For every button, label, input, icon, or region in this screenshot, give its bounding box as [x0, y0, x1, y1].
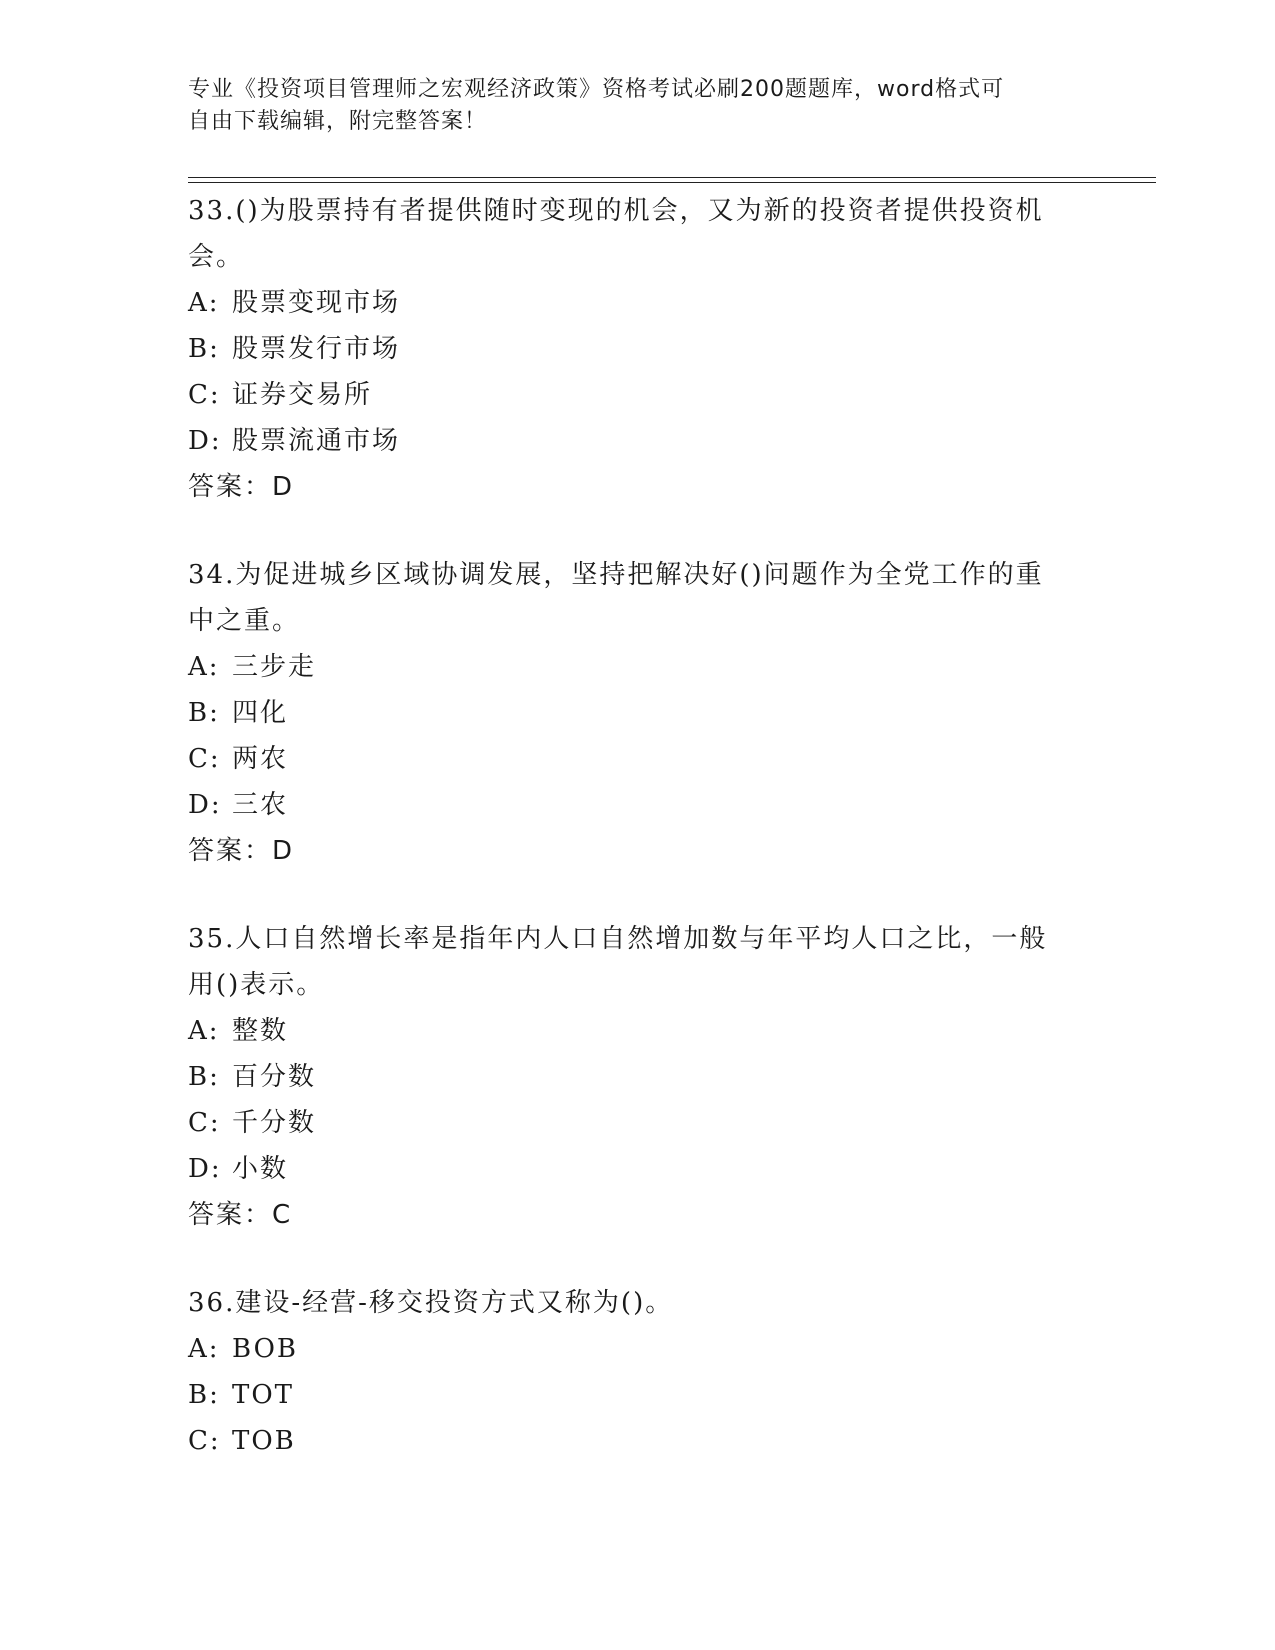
option-c	[188, 736, 1088, 782]
option-text: 整数	[232, 1016, 289, 1046]
question-stem	[188, 916, 1088, 1008]
option-text: 三步走	[232, 652, 317, 682]
question-stem	[188, 188, 1088, 280]
answer-line: 答案：D	[188, 472, 295, 502]
option-text: 股票变现市场	[232, 288, 401, 318]
option-letter: D:	[188, 426, 222, 456]
answer-line: 答案：C	[188, 1200, 293, 1230]
question-stem-line-2: 会。	[188, 242, 245, 272]
question-33	[188, 188, 1088, 510]
question-34	[188, 552, 1088, 874]
option-a	[188, 1326, 1088, 1372]
option-letter: B:	[188, 334, 220, 364]
option-b	[188, 1054, 1088, 1100]
question-stem-line-1: 33.()为股票持有者提供随时变现的机会，又为新的投资者提供投资机	[188, 196, 1044, 226]
option-a	[188, 1008, 1088, 1054]
option-letter: D:	[188, 1154, 222, 1184]
answer-line: 答案：D	[188, 836, 295, 866]
header-line-2: 自由下载编辑，附完整答案！	[188, 109, 488, 134]
option-letter: B:	[188, 1062, 220, 1092]
question-stem	[188, 552, 1088, 644]
question-stem-line-1: 36.建设-经营-移交投资方式又称为()。	[188, 1288, 674, 1318]
question-stem-line-2: 用()表示。	[188, 970, 325, 1000]
header-line-1: 专业《投资项目管理师之宏观经济政策》资格考试必刷200题题库，word格式可	[188, 77, 1005, 102]
option-b	[188, 690, 1088, 736]
option-text: 证券交易所	[232, 380, 373, 410]
option-b	[188, 1372, 1088, 1418]
option-d	[188, 782, 1088, 828]
option-text: 小数	[232, 1154, 289, 1184]
document-header	[188, 74, 1068, 138]
option-letter: B:	[188, 698, 220, 728]
option-text: TOB	[232, 1426, 296, 1456]
option-letter: B:	[188, 1380, 220, 1410]
option-text: 百分数	[232, 1062, 317, 1092]
option-text: 两农	[232, 744, 289, 774]
option-a	[188, 644, 1088, 690]
option-letter: A:	[188, 652, 220, 682]
option-text: 股票发行市场	[232, 334, 401, 364]
option-c	[188, 1100, 1088, 1146]
option-text: 千分数	[232, 1108, 317, 1138]
question-list	[188, 188, 1088, 1506]
option-text: BOB	[232, 1334, 299, 1364]
option-a	[188, 280, 1088, 326]
option-letter: A:	[188, 1334, 220, 1364]
option-letter: C:	[188, 1108, 221, 1138]
option-c	[188, 1418, 1088, 1464]
option-text: 四化	[232, 698, 289, 728]
question-stem-line-1: 35.人口自然增长率是指年内人口自然增加数与年平均人口之比，一般	[188, 924, 1048, 954]
option-c	[188, 372, 1088, 418]
question-36	[188, 1280, 1088, 1464]
option-letter: A:	[188, 1016, 220, 1046]
option-letter: C:	[188, 380, 221, 410]
option-letter: C:	[188, 744, 221, 774]
option-letter: C:	[188, 1426, 221, 1456]
option-letter: D:	[188, 790, 222, 820]
header-divider-top	[188, 177, 1156, 178]
option-d	[188, 418, 1088, 464]
option-letter: A:	[188, 288, 220, 318]
option-text: TOT	[232, 1380, 294, 1410]
question-stem	[188, 1280, 1088, 1326]
option-text: 三农	[232, 790, 289, 820]
question-stem-line-1: 34.为促进城乡区域协调发展，坚持把解决好()问题作为全党工作的重	[188, 560, 1044, 590]
header-divider-bottom	[188, 182, 1156, 183]
question-stem-line-2: 中之重。	[188, 606, 301, 636]
option-b	[188, 326, 1088, 372]
option-d	[188, 1146, 1088, 1192]
question-35	[188, 916, 1088, 1238]
option-text: 股票流通市场	[232, 426, 401, 456]
